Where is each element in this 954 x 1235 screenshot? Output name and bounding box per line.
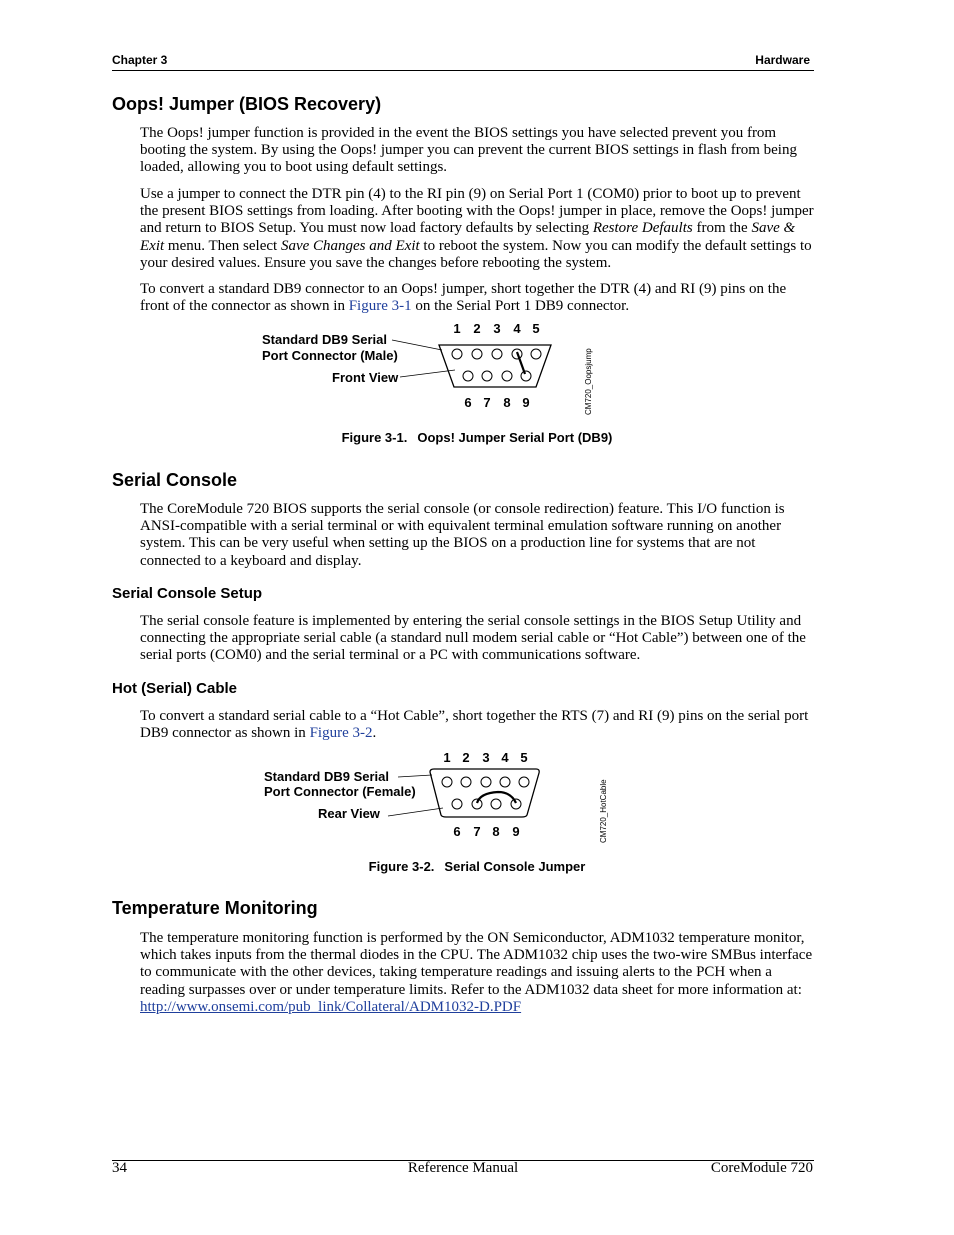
section-title-temperature: Temperature Monitoring — [112, 898, 318, 918]
figure1-view-leader-line — [400, 370, 455, 377]
figure2-label-line2: Port Connector (Female) — [264, 784, 416, 799]
figure1-pin-label-8: 8 — [503, 395, 511, 410]
figure1-view-label: Front View — [332, 370, 399, 385]
oops-paragraph-3: To convert a standard DB9 connector to an Oops! jumper, short together the DTR (4) and RI (9) pins on the front of the connector as shown in Figure 3-1 on the Serial Port 1 DB9 connector. — [140, 281, 787, 315]
header-chapter: Chapter 3 — [112, 53, 168, 67]
figure1-pin-label-3: 3 — [493, 321, 501, 336]
figure2-pin-label-1: 1 — [443, 750, 451, 765]
figure1-pin-7 — [482, 371, 492, 381]
figure2-label-line1: Standard DB9 Serial — [264, 769, 389, 784]
figure2-pin-label-5: 5 — [520, 750, 528, 765]
save-changes-text: Save Changes and Exit — [280, 237, 420, 254]
hot-cable-paragraph: To convert a standard serial cable to a “Hot Cable”, short together the RTS (7) and RI (9) pins on the serial port DB9 connector as shown in Figure 3-2. — [140, 708, 809, 742]
figure2-pin-label-2: 2 — [462, 750, 470, 765]
figure2-pin-label-8: 8 — [492, 824, 500, 839]
save-exit-text: Save & Exit — [140, 220, 796, 254]
figure2-pin-5 — [519, 777, 529, 787]
footer-center: Reference Manual — [407, 1160, 519, 1176]
adm1032-datasheet-link[interactable]: http://www.onsemi.com/pub_link/Collateral/ADM1032-D.PDF — [140, 998, 522, 1015]
figure1-pin-1 — [452, 349, 462, 359]
serial-console-paragraph: The CoreModule 720 BIOS supports the serial console (or console redirection) feature. This I/O function is ANSI-compatible with a serial terminal or with equivalent terminal emulation software running on another system. This can be very useful when setting up the BIOS on a production line for systems that are not connected to a keyboard and display. — [140, 501, 785, 569]
figure1-pin-5 — [531, 349, 541, 359]
temperature-paragraph: The temperature monitoring function is performed by the ON Semiconductor, ADM1032 temperature monitor, which takes inputs from the thermal diodes in the CPU. The ADM1032 chip uses the two-wire SMBus interface to communicate with the other devices, taking temperature readings and issuing alerts to the PCH when a reading surpasses over or under temperature limits. Refer to the ADM1032 data sheet for more information at: http://www.onsemi.com/pub_link/Collateral/ADM1032-D.PDF — [140, 930, 813, 1015]
figure-3-1-link[interactable]: Figure 3-1 — [348, 298, 412, 315]
figure1-pin-2 — [472, 349, 482, 359]
db9-female-shell — [430, 769, 539, 817]
figure1-pin-3 — [492, 349, 502, 359]
figure2-pin-label-9: 9 — [512, 824, 520, 839]
figure1-pin-6 — [463, 371, 473, 381]
figure2-pin-4 — [500, 777, 510, 787]
figure1-pin-label-2: 2 — [473, 321, 481, 336]
figure2-pin-2 — [461, 777, 471, 787]
figure1-label-line1: Standard DB9 Serial — [262, 332, 387, 347]
section-title-serial-console: Serial Console — [112, 470, 238, 490]
figure1-pin-label-9: 9 — [522, 395, 530, 410]
figure2-tag: CM720_HotCable — [599, 779, 608, 843]
figure-3-2-diagram — [250, 745, 630, 855]
figure2-view-label: Rear View — [318, 806, 380, 821]
figure2-pin-3 — [481, 777, 491, 787]
figure1-pin-label-6: 6 — [464, 395, 472, 410]
figure2-view-leader-line — [388, 808, 443, 816]
figure1-pin-9 — [521, 371, 531, 381]
section-title-oops: Oops! Jumper (BIOS Recovery) — [112, 94, 382, 114]
footer-product: CoreModule 720 — [710, 1160, 813, 1176]
subsection-title-hot-cable: Hot (Serial) Cable — [112, 680, 238, 697]
figure-3-2-caption: Figure 3-2. Serial Console Jumper — [368, 859, 586, 874]
rts-ri-jumper-wire — [477, 792, 516, 803]
subsection-title-setup: Serial Console Setup — [112, 585, 263, 602]
figure2-pin-1 — [442, 777, 452, 787]
figure2-pin-8 — [491, 799, 501, 809]
dtr-ri-jumper-wire — [517, 352, 525, 374]
figure2-pin-label-6: 6 — [453, 824, 461, 839]
figure1-label-line2: Port Connector (Male) — [262, 348, 398, 363]
figure1-pin-label-5: 5 — [532, 321, 540, 336]
figure1-leader-line — [392, 340, 442, 350]
figure1-pin-8 — [502, 371, 512, 381]
figure1-pin-label-1: 1 — [453, 321, 461, 336]
figure1-pin-label-7: 7 — [483, 395, 491, 410]
oops-paragraph-2: Use a jumper to connect the DTR pin (4) to the RI pin (9) on Serial Port 1 (COM0) prior to boot up to prevent the present BIOS settings from loading. After booting with the Oops! jumper in place, remove the Oops! jumper and return to BIOS Setup. You must now load factory defaults by selecting Restore Defaults from the Save & Exit menu. Then select Save Changes and Exit to reboot the system. Now you can modify the default settings to your desired values. Ensure you save the changes before rebooting the system. — [140, 186, 814, 271]
setup-paragraph: The serial console feature is implemented by entering the serial console settings in the BIOS Setup Utility and connecting the appropriate serial cable (a standard null modem serial cable or “Hot Cable”) between one of the serial ports (COM0) and the serial terminal or a PC with communications software. — [140, 613, 806, 664]
figure2-pin-label-3: 3 — [482, 750, 490, 765]
header-rule — [112, 70, 814, 71]
figure2-pin-6 — [452, 799, 462, 809]
figure-3-2-link[interactable]: Figure 3-2 — [309, 725, 373, 742]
figure2-pin-label-4: 4 — [501, 750, 509, 765]
footer-page-number: 34 — [112, 1160, 127, 1176]
figure-3-1-diagram — [250, 315, 610, 425]
restore-defaults-text: Restore Defaults — [592, 220, 693, 237]
figure1-pin-label-4: 4 — [513, 321, 521, 336]
db9-male-shell — [439, 345, 551, 387]
figure-3-1-caption: Figure 3-1. Oops! Jumper Serial Port (DB9) — [341, 430, 613, 445]
figure2-pin-label-7: 7 — [473, 824, 481, 839]
figure2-pin-9 — [511, 799, 521, 809]
oops-paragraph-1: The Oops! jumper function is provided in the event the BIOS settings you have selected prevent you from booting the system. By using the Oops! jumper you can prevent the current BIOS settings in flash from being loaded, allowing you to boot using default settings. — [140, 125, 797, 176]
header-section: Hardware — [755, 53, 810, 67]
figure2-leader-line — [398, 775, 432, 777]
figure1-tag: CM720_Oopsjump — [584, 348, 593, 415]
